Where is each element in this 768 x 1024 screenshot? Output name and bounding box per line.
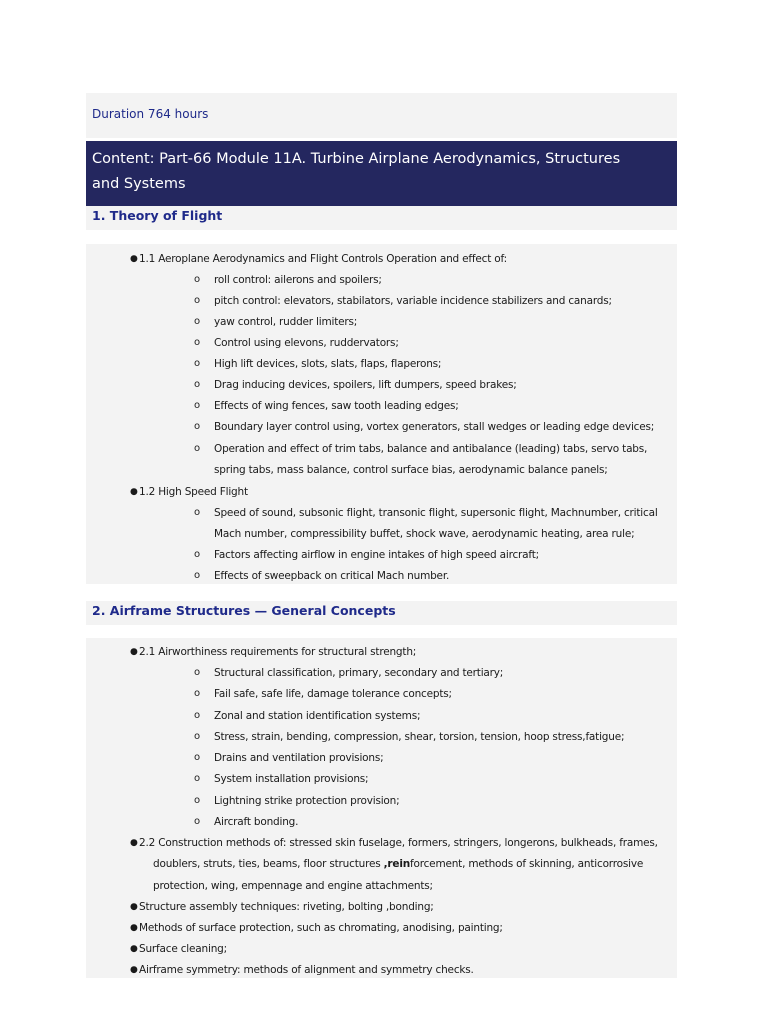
circle-bullet-icon: o — [194, 752, 200, 763]
circle-bullet-icon: o — [194, 816, 200, 827]
section-title-airframe-structures: 2. Airframe Structures — General Concepts — [86, 601, 677, 625]
circle-bullet-icon: o — [194, 773, 200, 784]
circle-bullet-icon: o — [194, 358, 200, 369]
list-item: Effects of sweepback on critical Mach number. — [214, 570, 450, 582]
list-item: Speed of sound, subsonic flight, transonic flight, supersonic flight, Machnumber, critical — [214, 507, 658, 519]
list-item: Aircraft bonding. — [214, 816, 299, 828]
list-item: System installation provisions; — [214, 773, 369, 785]
bullet-2-2-line-2 — [153, 857, 643, 871]
circle-bullet-icon: o — [194, 421, 200, 432]
list-item: Drains and ventilation provisions; — [214, 752, 384, 764]
bullet-icon: ● — [130, 965, 138, 975]
bullet-2-2-bold-fragment: ,rein — [383, 858, 410, 870]
bullet-icon: ● — [130, 838, 138, 848]
list-item: yaw control, rudder limiters; — [214, 316, 358, 328]
content-title-banner — [86, 141, 677, 207]
bullet-icon: ● — [130, 923, 138, 933]
list-item-continuation: spring tabs, mass balance, control surface bias, aerodynamic balance panels; — [214, 464, 608, 476]
circle-bullet-icon: o — [194, 710, 200, 721]
circle-bullet-icon: o — [194, 507, 200, 518]
bullet-2-2-line-2-start: doublers, struts, ties, beams, floor structures — [153, 858, 384, 870]
circle-bullet-icon: o — [194, 443, 200, 454]
list-item: Drag inducing devices, spoilers, lift dumpers, speed brakes; — [214, 379, 517, 391]
bullet-2-2-line-1: 2.2 Construction methods of: stressed skin fuselage, formers, stringers, longerons, bulkheads, frames, — [139, 837, 658, 849]
section-title-theory-of-flight: 1. Theory of Flight — [86, 206, 677, 230]
list-item: Fail safe, safe life, damage tolerance concepts; — [214, 688, 452, 700]
list-item: Structural classification, primary, secondary and tertiary; — [214, 667, 504, 679]
bullet-icon: ● — [130, 944, 138, 954]
bullet-2-1-label: 2.1 Airworthiness requirements for structural strength; — [139, 646, 417, 658]
bullet-2-2-line-2-end: forcement, methods of skinning, anticorrosive — [410, 858, 644, 870]
bullet-icon: ● — [130, 902, 138, 912]
circle-bullet-icon: o — [194, 379, 200, 390]
circle-bullet-icon: o — [194, 731, 200, 742]
bullet-icon: ● — [130, 647, 138, 657]
bullet-surface-cleaning: Surface cleaning; — [139, 943, 227, 955]
list-item: Zonal and station identification systems; — [214, 710, 421, 722]
content-title-line-2: and Systems — [92, 176, 186, 192]
duration-label: Duration 764 hours — [86, 93, 677, 138]
bullet-icon: ● — [130, 487, 138, 497]
circle-bullet-icon: o — [194, 337, 200, 348]
bullet-2-2-line-3: protection, wing, empennage and engine attachments; — [153, 880, 433, 892]
list-item-continuation: Mach number, compressibility buffet, shock wave, aerodynamic heating, area rule; — [214, 528, 635, 540]
list-item: Effects of wing fences, saw tooth leading edges; — [214, 400, 459, 412]
circle-bullet-icon: o — [194, 316, 200, 327]
list-item: High lift devices, slots, slats, flaps, flaperons; — [214, 358, 442, 370]
bullet-surface-protection: Methods of surface protection, such as chromating, anodising, painting; — [139, 922, 503, 934]
bullet-1-1-label: 1.1 Aeroplane Aerodynamics and Flight Controls Operation and effect of: — [139, 253, 507, 265]
list-item: Operation and effect of trim tabs, balance and antibalance (leading) tabs, servo tabs, — [214, 443, 648, 455]
circle-bullet-icon: o — [194, 795, 200, 806]
circle-bullet-icon: o — [194, 549, 200, 560]
circle-bullet-icon: o — [194, 274, 200, 285]
list-item: Lightning strike protection provision; — [214, 795, 400, 807]
bullet-airframe-symmetry: Airframe symmetry: methods of alignment and symmetry checks. — [139, 964, 474, 976]
list-item: Factors affecting airflow in engine intakes of high speed aircraft; — [214, 549, 539, 561]
circle-bullet-icon: o — [194, 295, 200, 306]
list-item: Stress, strain, bending, compression, shear, torsion, tension, hoop stress,fatigue; — [214, 731, 625, 743]
bullet-icon: ● — [130, 254, 138, 264]
bullet-structure-assembly: Structure assembly techniques: riveting, bolting ,bonding; — [139, 901, 434, 913]
circle-bullet-icon: o — [194, 667, 200, 678]
list-item: pitch control: elevators, stabilators, variable incidence stabilizers and canards; — [214, 295, 612, 307]
circle-bullet-icon: o — [194, 688, 200, 699]
circle-bullet-icon: o — [194, 570, 200, 581]
list-item: Control using elevons, ruddervators; — [214, 337, 399, 349]
list-item: roll control: ailerons and spoilers; — [214, 274, 382, 286]
list-item: Boundary layer control using, vortex generators, stall wedges or leading edge devices; — [214, 421, 655, 433]
bullet-1-2-label: 1.2 High Speed Flight — [139, 486, 248, 498]
circle-bullet-icon: o — [194, 400, 200, 411]
content-title-line-1: Content: Part-66 Module 11A. Turbine Airplane Aerodynamics, Structures — [92, 151, 621, 167]
